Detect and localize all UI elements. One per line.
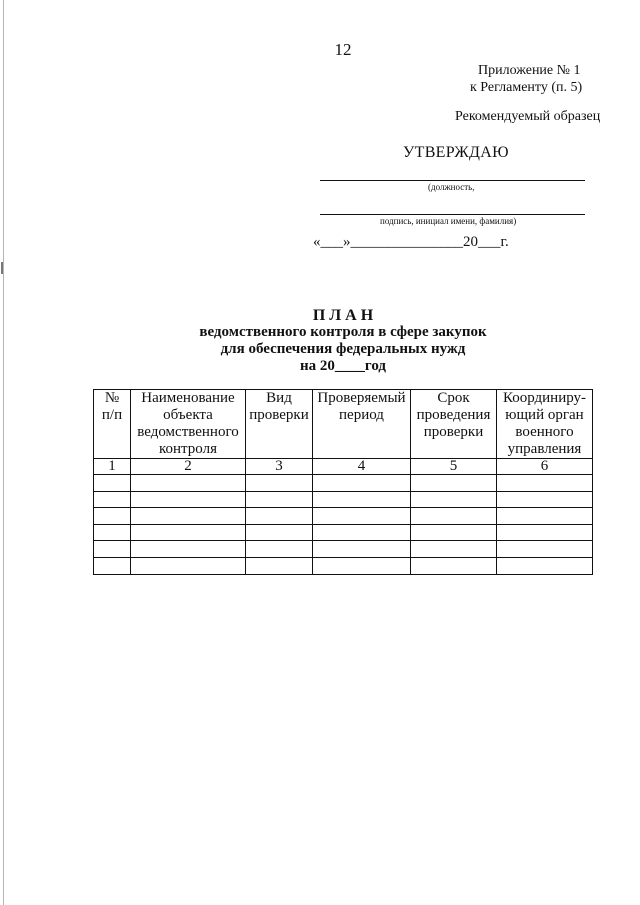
appendix-title: Приложение № 1 — [478, 63, 581, 78]
table-cell — [411, 475, 497, 492]
table-cell — [131, 508, 246, 525]
column-number: 5 — [411, 459, 497, 475]
signature-caption: подпись, инициал имени, фамилия) — [380, 216, 517, 226]
column-number: 6 — [497, 459, 593, 475]
table-row — [94, 508, 593, 525]
table-cell — [246, 491, 313, 508]
table-row — [94, 541, 593, 558]
table-cell — [497, 475, 593, 492]
approval-date-line: «___»_______________20___г. — [313, 234, 509, 250]
column-number: 4 — [313, 459, 411, 475]
table-cell — [131, 524, 246, 541]
column-number: 1 — [94, 459, 131, 475]
table-cell — [497, 524, 593, 541]
header-number: № п/п — [94, 390, 131, 459]
sample-label: Рекомендуемый образец — [455, 109, 601, 124]
table-cell — [246, 524, 313, 541]
position-caption: (должность, — [428, 182, 475, 192]
table-cell — [313, 475, 411, 492]
table-cell — [411, 508, 497, 525]
table-row — [94, 524, 593, 541]
column-number: 3 — [246, 459, 313, 475]
table-cell — [246, 557, 313, 574]
column-number: 2 — [131, 459, 246, 475]
table-cell — [131, 557, 246, 574]
table-cell — [131, 491, 246, 508]
header-check-term: Срок проведения проверки — [411, 390, 497, 459]
signature-blank-line — [320, 214, 585, 215]
table-cell — [411, 541, 497, 558]
header-control-object: Наименование объекта ведомственного контроля — [131, 390, 246, 459]
table-cell — [411, 491, 497, 508]
plan-year-line: на 20____год — [300, 358, 386, 374]
table-cell — [313, 524, 411, 541]
table-cell — [313, 491, 411, 508]
page-number: 12 — [334, 40, 352, 59]
table-cell — [94, 557, 131, 574]
table-row — [94, 475, 593, 492]
table-cell — [246, 508, 313, 525]
plan-subtitle-line-2: для обеспечения федеральных нужд — [220, 341, 466, 357]
table-cell — [497, 491, 593, 508]
approval-title: УТВЕРЖДАЮ — [403, 144, 509, 161]
table-cell — [94, 524, 131, 541]
header-check-type: Вид проверки — [246, 390, 313, 459]
table-header-row — [94, 390, 593, 459]
scan-edge — [3, 0, 4, 905]
scan-mark — [1, 262, 3, 274]
table-cell — [246, 475, 313, 492]
column-number-row — [94, 459, 593, 475]
position-blank-line — [320, 180, 585, 181]
header-coordinating-body: Координиру- ющий орган военного управления — [497, 390, 593, 459]
table-cell — [94, 541, 131, 558]
table-row — [94, 557, 593, 574]
table-row — [94, 491, 593, 508]
table-cell — [94, 491, 131, 508]
table-cell — [94, 475, 131, 492]
appendix-reference: к Регламенту (п. 5) — [470, 80, 583, 95]
table-cell — [313, 508, 411, 525]
plan-table — [93, 389, 593, 575]
table-cell — [497, 557, 593, 574]
table-cell — [411, 557, 497, 574]
table-cell — [94, 508, 131, 525]
table-cell — [131, 541, 246, 558]
header-checked-period: Проверяемый период — [313, 390, 411, 459]
table-cell — [497, 508, 593, 525]
table-cell — [411, 524, 497, 541]
table-cell — [313, 541, 411, 558]
table-cell — [131, 475, 246, 492]
plan-subtitle-line-1: ведомственного контроля в сфере закупок — [199, 324, 487, 340]
table-cell — [497, 541, 593, 558]
plan-title: П Л А Н — [312, 307, 374, 324]
table-cell — [313, 557, 411, 574]
table-cell — [246, 541, 313, 558]
